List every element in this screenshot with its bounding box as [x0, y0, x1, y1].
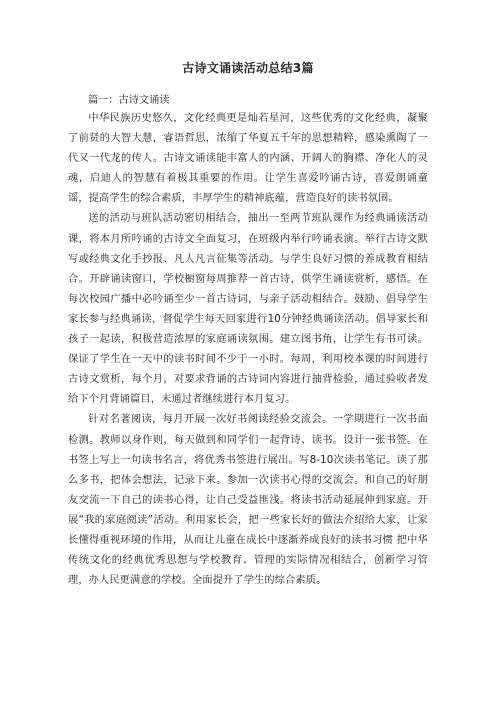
paragraph-2: 送的活动与班队活动密切相结合，抽出一至两节班队课作为经典诵读活动课，将本月所吟诵的古诗文全面复习，在班级内举行吟诵表演。举行古诗文默写或经典文化手抄报、凡人凡言征集等活动。与学生良好习惯的养成教育相结合。开辟诵读窗口，学校橱窗每周推荐一首古诗，供学生诵读赏析，感悟。在每次校园广播中必吟诵至少一首古诗词，与亲子活动相结合。鼓励、倡导学生家长参与经典诵读，督促学生每天回家进行10分钟经典诵读活动。倡导家长和孩子一起读，积极营造浓厚的家庭诵读氛围。建立图书角，让学生有书可读。保证了学生在一天中的读书时间不少于一小时。每周，利用校本课的时间进行古诗文赏析，每个月，对要求背诵的古诗词内容进行抽背检验，通过验收者发给下个月背诵篇目，未通过者继续进行本月复习。: [68, 213, 428, 406]
document-title: 古诗文诵读活动总结3篇: [182, 61, 314, 75]
paragraph-1: 中华民族历史悠久，文化经典更是灿若星河，这些优秀的文化经典，凝聚了前贤的大智大慧，睿语哲思，浓缩了华夏五千年的思想精粹，感染熏陶了一代又一代龙的传人。古诗文诵读能丰富人的内涵、开阔人的胸襟、净化人的灵魂，启迪人的智慧有着极其重要的作用。让学生喜爱吟诵古诗，喜爱朗诵童谣，提高学生的综合素质，丰厚学生的精神底蕴，营造良好的读书氛围。: [68, 113, 428, 205]
paragraph-3: 针对名著阅读，每月开展一次好书阅读经验交流会。一学期进行一次书面检测。教师以身作则，每天做到和同学们一起背诗、读书。设计一张书签。在书签上写上一句读书名言，将优秀书签进行展出。写8-10次读书笔记。读了那么多书，把体会想法，记录下来。参加一次读书心得的交流会。和自己的好朋友交流一下自己的读书心得，让自己受益匪浅。将读书活动延展伸到家庭。开展“我的家庭阅读”活动。利用家长会，把一些家长好的做法介绍给大家，让家长懂得重视环境的作用，从而让儿童在成长中逐渐养成良好的读书习惯 把中华传统文化的经典优秀思想与学校教育、管理的实际情况相结合，创新学习管理，办人民更满意的学校。全面提升了学生的综合素质。: [68, 414, 428, 587]
section-heading: 篇一：古诗文诵读: [88, 95, 170, 106]
